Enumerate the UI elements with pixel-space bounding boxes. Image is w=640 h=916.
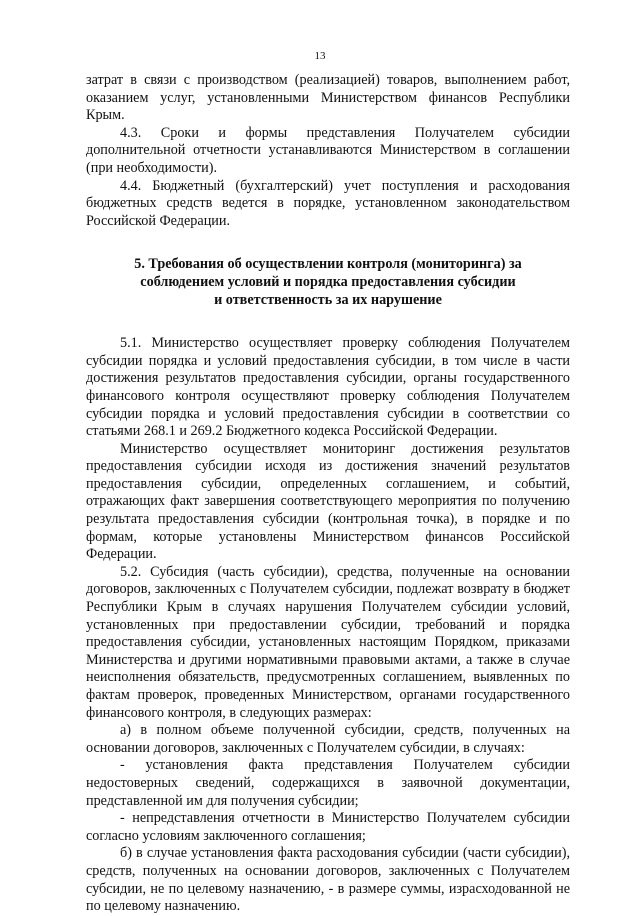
paragraph-item-b: б) в случае установления факта расходования субсидии (части субсидии), средств, полученных на основании договоров, заключенных с Получателем субсидии, не по целевому назначению, - в размере суммы, израсходованной не по целевому назначению. [86,845,570,915]
paragraph-dash-1: - установления факта представления Получателем субсидии недостоверных сведений, содержащихся в заявочной документации, представленной им для получения субсидии; [86,757,570,809]
paragraph-5-1: 5.1. Министерство осуществляет проверку соблюдения Получателем субсидии порядка и условий предоставления субсидии, в том числе в части достижения результатов предоставления субсидии, органы государственного финансового контроля осуществляют проверку соблюдения Получателем субсидии порядка и условий предоставления субсидии в соответствии со статьями 268.1 и 269.2 Бюджетного кодекса Российской Федерации. [86,335,570,440]
page-number: 13 [314,50,326,62]
section-5-heading [86,256,570,309]
heading-line: соблюдением условий и порядка предоставления субсидии [140,273,516,290]
document-body [86,72,570,916]
paragraph-4-2-continuation: затрат в связи с производством (реализацией) товаров, выполнением работ, оказанием услуг, установленными Министерством финансов Республики Крым. [86,72,570,124]
paragraph-5-2: 5.2. Субсидия (часть субсидии), средства, полученные на основании договоров, заключенных с Получателем субсидии, подлежат возврату в бюджет Республики Крым в случаях нарушения Получателем субсидии условий, установленных при предоставлении субсидии, требований и порядка предоставления субсидии, установленных настоящим Порядком, приказами Министерства и другими нормативными правовыми актами, а также в случае неисполнения обязательств, предусмотренных соглашением, выявленных по фактам проверок, проведенных Министерством, органами государственного финансового контроля, в следующих размерах: [86,563,570,721]
heading-line: и ответственность за их нарушение [214,291,442,308]
heading-line: 5. Требования об осуществлении контроля (мониторинга) за [134,256,522,273]
paragraph-item-a: а) в полном объеме полученной субсидии, средств, полученных на основании договоров, заключенных с Получателем субсидии, в случаях: [86,722,570,756]
paragraph-4-4: 4.4. Бюджетный (бухгалтерский) учет поступления и расходования бюджетных средств ведется в порядке, установленном законодательством Российской Федерации. [86,177,570,229]
paragraph-dash-2: - непредставления отчетности в Министерство Получателем субсидии согласно условиям заключенного соглашения; [86,810,570,844]
paragraph-monitoring: Министерство осуществляет мониторинг достижения результатов предоставления субсидии исходя из достижения значений результатов предоставления субсидии, определенных соглашением, и событий, отражающих факт завершения соответствующего мероприятия по получению результата предоставления субсидии (контрольная точка), в порядке и по формам, которые установлены Министерством финансов Российской Федерации. [86,440,570,563]
paragraph-4-3: 4.3. Сроки и формы представления Получателем субсидии дополнительной отчетности устанавливаются Министерством в соглашении (при необходимости). [86,124,570,176]
